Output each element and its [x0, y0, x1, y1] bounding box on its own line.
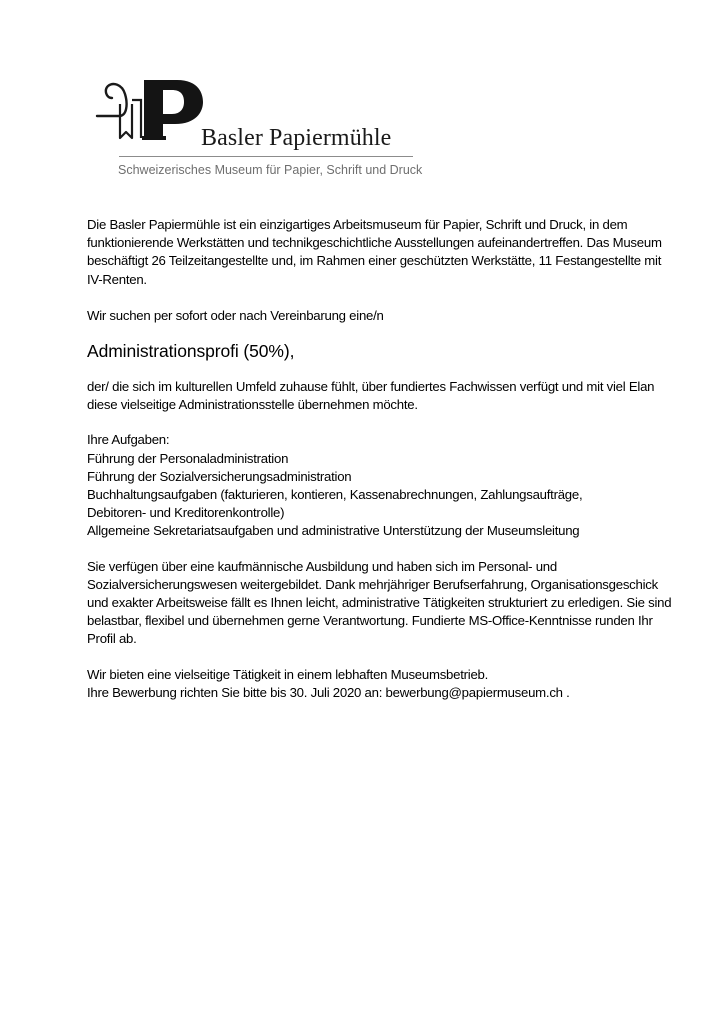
job-posting-body [87, 216, 677, 702]
job-title: Administrationsprofi (50%), [87, 341, 295, 362]
profile-paragraph: Sie verfügen über eine kaufmännische Ausbildung und haben sich im Personal- und Sozialversicherungswesen weitergebildet. Dank mehrjähriger Berufserfahrung, Organisationsgeschick und exakter Arbeitsweise fällt es Ihnen leicht, administrative Tätigkeiten strukturiert zu erledigen. Sie sind belastbar, flexibel und übernehmen gerne Verantwortung. Fundierte MS-Office-Kenntnisse runden Ihr Profil ab. [87, 558, 672, 647]
task-item: Allgemeine Sekretariatsaufgaben und administrative Unterstützung der Museumsleitung [87, 523, 580, 539]
logo-subtitle: Schweizerisches Museum für Papier, Schrift und Druck [118, 163, 423, 177]
museum-logo [95, 74, 425, 184]
tasks-heading: Ihre Aufgaben: [87, 432, 170, 448]
application-line: Ihre Bewerbung richten Sie bitte bis 30. Juli 2020 an: bewerbung@papiermuseum.ch . [87, 684, 570, 700]
task-item: Buchhaltungsaufgaben (fakturieren, kontieren, Kassenabrechnungen, Zahlungsaufträge, Debitoren- und Kreditorenkontrolle) [87, 487, 583, 521]
logo-divider [119, 156, 413, 157]
task-item: Führung der Sozialversicherungsadministration [87, 468, 352, 484]
papiermuehle-logo-mark-icon [95, 74, 207, 150]
task-item: Führung der Personaladministration [87, 450, 289, 466]
logo-title: Basler Papiermühle [201, 125, 392, 151]
job-description: der/ die sich im kulturellen Umfeld zuhause fühlt, über fundiertes Fachwissen verfügt und mit viel Elan diese vielseitige Administrationsstelle übernehmen möchte. [87, 379, 655, 413]
offer-line: Wir bieten eine vielseitige Tätigkeit in einem lebhaften Museumsbetrieb. [87, 666, 489, 682]
search-line: Wir suchen per sofort oder nach Vereinbarung eine/n [87, 307, 384, 323]
intro-paragraph: Die Basler Papiermühle ist ein einzigartiges Arbeitsmuseum für Papier, Schrift und Druck, in dem funktionierende Werkstätten und technikgeschichtliche Ausstellungen aufeinandertreffen. Das Museum beschäftigt 26 Teilzeitangestellte und, im Rahmen einer geschützten Werkstätte, 11 Festangestellte mit IV-Renten. [87, 217, 662, 287]
